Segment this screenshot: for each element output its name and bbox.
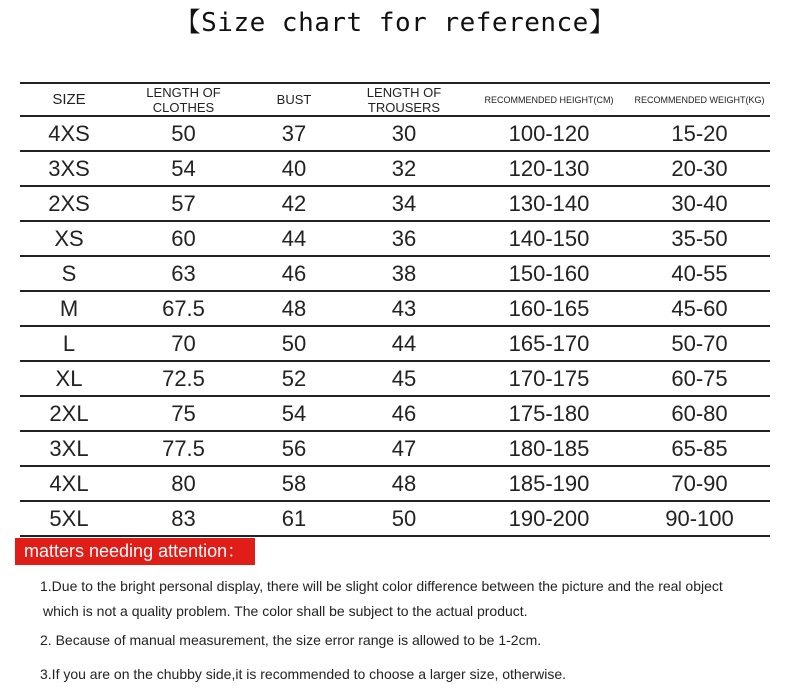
cell-length-of-clothes: 67.5 [118,291,249,326]
cell-recommended-weight: 30-40 [629,186,770,221]
cell-bust: 52 [249,361,339,396]
cell-recommended-height: 180-185 [469,431,629,466]
note-1: 1.Due to the bright personal display, there will be slight color difference between the picture and the real object [40,578,723,594]
header-length-of-trousers: LENGTH OF TROUSERS [339,83,469,116]
cell-size: 3XL [20,431,118,466]
cell-recommended-weight: 90-100 [629,501,770,536]
cell-recommended-height: 165-170 [469,326,629,361]
cell-size: M [20,291,118,326]
table-row [20,326,770,361]
cell-length-of-clothes: 72.5 [118,361,249,396]
cell-bust: 37 [249,116,339,151]
table-row [20,116,770,151]
cell-size: 3XS [20,151,118,186]
page-title: 【Size chart for reference】 [174,8,616,38]
cell-bust: 42 [249,186,339,221]
cell-bust: 54 [249,396,339,431]
header-recommended-weight: RECOMMENDED WEIGHT(KG) [629,83,770,116]
cell-recommended-height: 100-120 [469,116,629,151]
cell-recommended-height: 170-175 [469,361,629,396]
cell-recommended-height: 120-130 [469,151,629,186]
note-2: 2. Because of manual measurement, the size error range is allowed to be 1-2cm. [40,632,542,648]
table-row [20,431,770,466]
table-row [20,186,770,221]
table-row [20,396,770,431]
cell-length-of-clothes: 63 [118,256,249,291]
size-chart-table [20,82,770,537]
cell-length-of-clothes: 60 [118,221,249,256]
cell-bust: 61 [249,501,339,536]
cell-length-of-trousers: 47 [339,431,469,466]
cell-recommended-weight: 35-50 [629,221,770,256]
cell-size: 5XL [20,501,118,536]
cell-bust: 44 [249,221,339,256]
cell-length-of-clothes: 80 [118,466,249,501]
cell-length-of-clothes: 54 [118,151,249,186]
cell-length-of-clothes: 75 [118,396,249,431]
cell-length-of-clothes: 83 [118,501,249,536]
cell-recommended-weight: 45-60 [629,291,770,326]
table-row [20,361,770,396]
note-3: 3.If you are on the chubby side,it is recommended to choose a larger size, otherwise. [40,666,567,682]
cell-bust: 58 [249,466,339,501]
cell-recommended-height: 140-150 [469,221,629,256]
cell-recommended-height: 160-165 [469,291,629,326]
cell-length-of-clothes: 70 [118,326,249,361]
cell-bust: 40 [249,151,339,186]
cell-size: XL [20,361,118,396]
cell-recommended-weight: 20-30 [629,151,770,186]
note-1-continued: which is not a quality problem. The color shall be subject to the actual product. [43,603,528,619]
cell-length-of-clothes: 77.5 [118,431,249,466]
cell-length-of-trousers: 48 [339,466,469,501]
table-row [20,151,770,186]
table-header-row [20,83,770,116]
cell-length-of-trousers: 38 [339,256,469,291]
table-row [20,221,770,256]
cell-length-of-trousers: 36 [339,221,469,256]
cell-length-of-trousers: 44 [339,326,469,361]
cell-size: 4XL [20,466,118,501]
header-bust: BUST [249,83,339,116]
cell-recommended-weight: 50-70 [629,326,770,361]
cell-length-of-trousers: 45 [339,361,469,396]
cell-recommended-weight: 40-55 [629,256,770,291]
cell-bust: 56 [249,431,339,466]
cell-size: S [20,256,118,291]
header-length-of-clothes: LENGTH OF CLOTHES [118,83,249,116]
cell-bust: 48 [249,291,339,326]
attention-heading: matters needing attention： [15,538,255,565]
table-row [20,291,770,326]
cell-size: 4XS [20,116,118,151]
cell-length-of-trousers: 34 [339,186,469,221]
table-row [20,256,770,291]
cell-recommended-height: 130-140 [469,186,629,221]
cell-bust: 50 [249,326,339,361]
cell-recommended-weight: 65-85 [629,431,770,466]
cell-size: L [20,326,118,361]
header-size: SIZE [20,83,118,116]
cell-recommended-height: 190-200 [469,501,629,536]
table-row [20,466,770,501]
cell-length-of-trousers: 30 [339,116,469,151]
cell-size: XS [20,221,118,256]
table-row [20,501,770,536]
cell-length-of-trousers: 43 [339,291,469,326]
cell-recommended-weight: 60-75 [629,361,770,396]
cell-length-of-trousers: 46 [339,396,469,431]
cell-recommended-weight: 70-90 [629,466,770,501]
cell-length-of-trousers: 50 [339,501,469,536]
cell-recommended-height: 175-180 [469,396,629,431]
cell-bust: 46 [249,256,339,291]
header-recommended-height: RECOMMENDED HEIGHT(CM) [469,83,629,116]
cell-length-of-clothes: 50 [118,116,249,151]
cell-recommended-height: 185-190 [469,466,629,501]
cell-length-of-clothes: 57 [118,186,249,221]
cell-recommended-height: 150-160 [469,256,629,291]
cell-length-of-trousers: 32 [339,151,469,186]
cell-recommended-weight: 60-80 [629,396,770,431]
cell-size: 2XS [20,186,118,221]
cell-size: 2XL [20,396,118,431]
cell-recommended-weight: 15-20 [629,116,770,151]
